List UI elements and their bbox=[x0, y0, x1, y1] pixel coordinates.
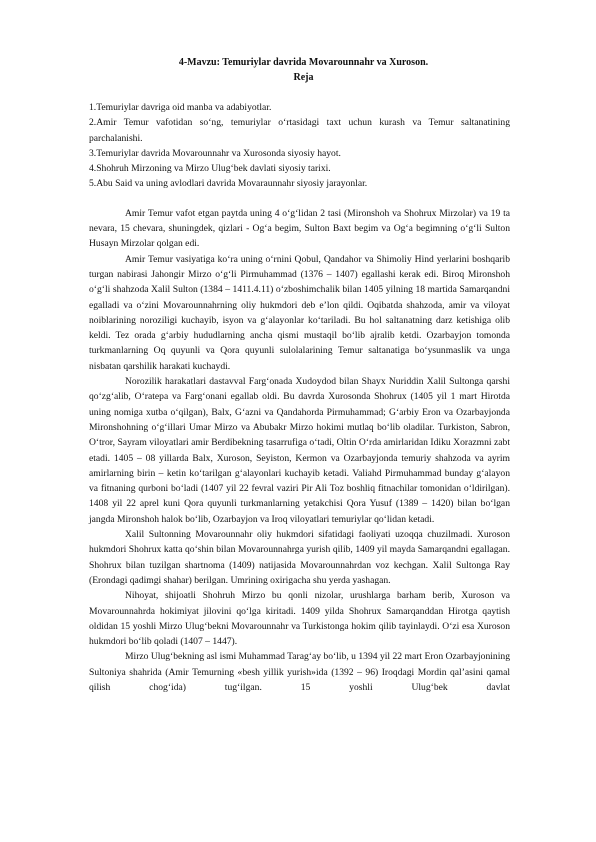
plan-item: 3.Temuriylar davrida Movarounnahr va Xurosonda siyosiy hayot. bbox=[89, 147, 341, 159]
page-title: 4-Mavzu: Temuriylar davrida Movarounnahr va Xuroson. bbox=[178, 57, 429, 68]
body-text bbox=[89, 206, 510, 696]
paragraph: Amir Temur vasiyatiga ko‘ra uning o‘rnini Qobul, Qandahor va Shimoliy Hind yerlarini boshqarib turgan nabirasi Jahongir Mirzo o‘g‘li Pirmuhammad (1376 – 1407) egallashi kerak edi. Biroq Mironshoh o‘g‘li shahzoda Xalil Sulton (1384 – 1411.4.11) o‘zboshimchalik bilan 1405 yilning 18 martida Samarqandni egalladi va o‘zini Movarounnahrning oliy hukmdori deb e’lon qildi. Oqibatda shahzoda, amir va viloyat noiblarining noroziligi kuchayib, isyon va g‘alayonlar ko‘tariladi. Bu hol saltanatning darz ketishiga olib keldi. Tez orada g‘arbiy hududlarning ancha qismi mustaqil bo‘lib ajralib ketdi. Ozarbayjon tomonda turkmanlarning Oq quyunli va Qora quyunli sulolalarining Temur saltanatiga bo‘ysunmaslik va unga nisbatan qarshilik harakati kuchaydi. bbox=[89, 253, 510, 372]
plan-item: 4.Shohruh Mirzoning va Mirzo Ulug‘bek davlati siyosiy tarixi. bbox=[89, 163, 331, 175]
paragraph: Amir Temur vafot etgan paytda uning 4 o‘g‘lidan 2 tasi (Mironshoh va Shohrux Mirzolar) va 19 ta nevara, 15 chevara, shuningdek, qizlari - Og‘a begim, Sulton Baxt begim va Og‘a begimning o‘g‘li Sulton Husayn Mirzolar qolgan edi. bbox=[89, 207, 510, 250]
plan-item: 5.Abu Said va uning avlodlari davrida Movaraunnahr siyosiy jarayonlar. bbox=[89, 178, 368, 190]
paragraph: Norozilik harakatlari dastavval Farg‘onada Xudoydod bilan Shayx Nuriddin Xalil Sultonga qarshi qo‘zg‘alib, O‘ratepa va Farg‘onani egallab oldi. Bu davrda Xurosonda Shohrux (1405 yil 1 mart Hirotda uning nomiga xutba o‘qilgan), Balx, G‘azni va Qandahorda Pirmuhammad; G‘arbiy Eron va Ozarbayjonda Mironshohning o‘g‘illari Umar Mirzo va Abubakr Mirzo hokimi mutlaq bo‘lib oladilar. Turkiston, Sabron, O‘tror, Sayram viloyatlari amir Berdibekning tasarrufiga o‘tadi, Oltin O‘rda amirlaridan Idiku Xorazmni zabt etadi. 1405 – 08 yillarda Balx, Xuroson, Seyiston, Kermon va Ozarbayjonda temuriy shahzoda va ayrim amirlarning birin – ketin ko‘tarilgan g‘alayonlari kuchayib ketadi. Valiahd Pirmuhammad bunday g‘alayon va fitnaning qurboni bo‘ladi (1407 yil 22 fevral vaziri Pir Ali Toz boshliq fitnachilar tomonidan o‘ldirilgan). 1408 yil 22 aprel kuni Qora quyunli turkmanlarning yetakchisi Qora Yusuf (1389 – 1420) bilan bo‘lgan jangda Mironshoh halok bo‘lib, Ozarbayjon va Iroq viloyatlari temuriylar qo‘lidan ketadi. bbox=[89, 376, 510, 525]
plan-item: 1.Temuriylar davriga oid manba va adabiyotlar. bbox=[89, 102, 272, 113]
plan-list bbox=[89, 100, 510, 192]
paragraph: Mirzo Ulug‘bekning asl ismi Muhammad Tarag‘ay bo‘lib, u 1394 yil 22 mart Eron Ozarbayjonining Sultoniya shahrida (Amir Temurning «besh yillik yurish»ida (1392 – 96) Iroqdagi Mordin qal’asini qamal qilish chog‘ida) tug‘ilgan. 15 yoshli Ulug‘bek davlat bbox=[89, 651, 510, 693]
plan-item: 2.Amir Temur vafotidan so‘ng, temuriylar o‘rtasidagi taxt uchun kurash va Temur saltanatining parchalanishi. bbox=[89, 117, 510, 144]
paragraph: Xalil Sultonning Movarounnahr oliy hukmdori sifatidagi faoliyati uzoqqa chuzilmadi. Xuroson hukmdori Shohrux katta qo‘shin bilan Movarounnahrga yurish qilib, 1409 yil mayda Samarqandni egallagan. Shohrux bilan tuzilgan shartnoma (1409) natijasida Movarounnahrdan voz kechgan. Xalil Sultonga Ray (Erondagi qadimgi shahar) berilgan. Umrining oxirigacha shu yerda yashagan. bbox=[89, 529, 510, 586]
paragraph: Nihoyat, shijoatli Shohruh Mirzo bu qonli nizolar, urushlarga barham berib, Xuroson va Movarounnahrda hokimiyat jilovini qo‘lga kiritadi. 1409 yilda Shohrux Samarqanddan Hirotga qaytish oldidan 15 yoshli Mirzo Ulug‘bekni Movarounnahr va Turkistonga hokim qilib tayinlaydi. O‘zi esa Xuroson hukmdori bo‘lib qoladi (1407 – 1447). bbox=[89, 590, 510, 648]
plan-heading: Reja bbox=[293, 72, 314, 83]
